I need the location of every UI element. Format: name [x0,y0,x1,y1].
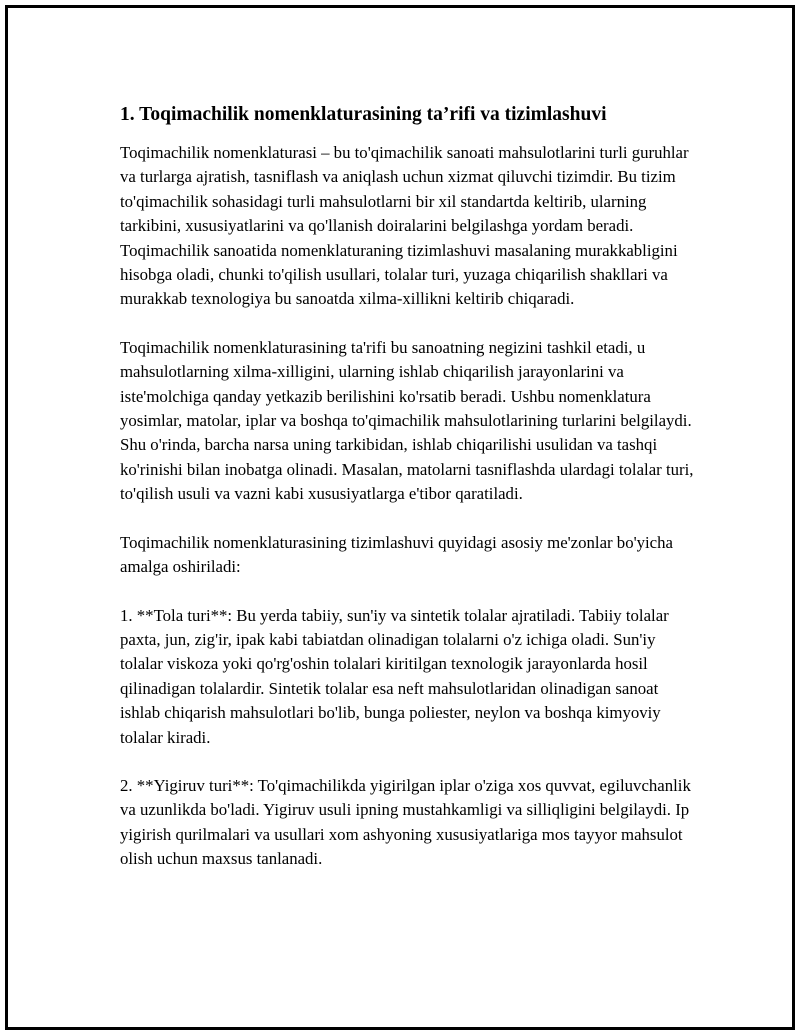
paragraph-definition: Toqimachilik nomenklaturasi – bu to'qimachilik sanoati mahsulotlarini turli guruhlar va turlarga ajratish, tasniflash va aniqlash uchun xizmat qiluvchi tizimdir. Bu tizim to'qimachilik sohasidagi turli mahsulotlarni bir xil standartda keltirib, ularning tarkibini, xususiyatlarini va qo'llanish doiralarini belgilashga yordam beradi. Toqimachilik sanoatida nomenklaturaning tizimlashuvi masalaning murakkabligini hisobga oladi, chunki to'qilish usullari, tolalar turi, yuzaga chiqarilish shakllari va murakkab texnologiya bu sanoatda xilma-xillikni keltirib chiqaradi. [120,143,689,309]
document-title: 1. Toqimachilik nomenklaturasining ta’rifi va tizimlashuvi [120,104,607,125]
paragraph-nomenclature-role: Toqimachilik nomenklaturasining ta'rifi bu sanoatning negizini tashkil etadi, u mahsulotlarning xilma-xilligini, ularning ishlab chiqarilish jarayonlarini va iste'molchiga qanday yetkazib berilishini ko'rsatib beradi. Ushbu nomenklatura yosimlar, matolar, iplar va boshqa to'qimachilik mahsulotlarining turlarini belgilaydi. Shu o'rinda, barcha narsa uning tarkibidan, ishlab chiqarilishi usulidan va tashqi ko'rinishi bilan inobatga olinadi. Masalan, matolarni tasniflashda ulardagi tolalar turi, to'qilish usuli va vazni kabi xususiyatlarga e'tibor qaratiladi. [120,337,694,504]
paragraph-criteria-intro: Toqimachilik nomenklaturasining tizimlashuvi quyidagi asosiy me'zonlar bo'yicha amalga oshiriladi: [120,532,673,577]
paragraph-fiber-type: 1. **Tola turi**: Bu yerda tabiiy, sun'iy va sintetik tolalar ajratiladi. Tabiiy tolalar paxta, jun, zig'ir, ipak kabi tabiatdan olinadigan tolalarni o'z ichiga oladi. Sun'iy tolalar viskoza yoki qo'rg'oshin tolalari kiritilgan texnologik jarayonlarda hosil qilinadigan tolalardir. Sintetik tolalar esa neft mahsulotlaridan olinadigan sanoat ishlab chiqarish mahsulotlari bo'lib, bunga poliester, neylon va boshqa kimyoviy tolalar kiradi. [120,605,669,747]
paragraph-spinning-type: 2. **Yigiruv turi**: To'qimachilikda yigirilgan iplar o'ziga xos quvvat, egiluvchanlik va uzunlikda bo'ladi. Yigiruv usuli ipning mustahkamligi va silliqligini belgilaydi. Ip yigirish qurilmalari va usullari xom ashyoning xususiyatlariga mos tayyor mahsulot olish uchun maxsus tanlanadi. [120,775,691,869]
page-frame [5,5,795,1030]
document-body [120,102,700,896]
